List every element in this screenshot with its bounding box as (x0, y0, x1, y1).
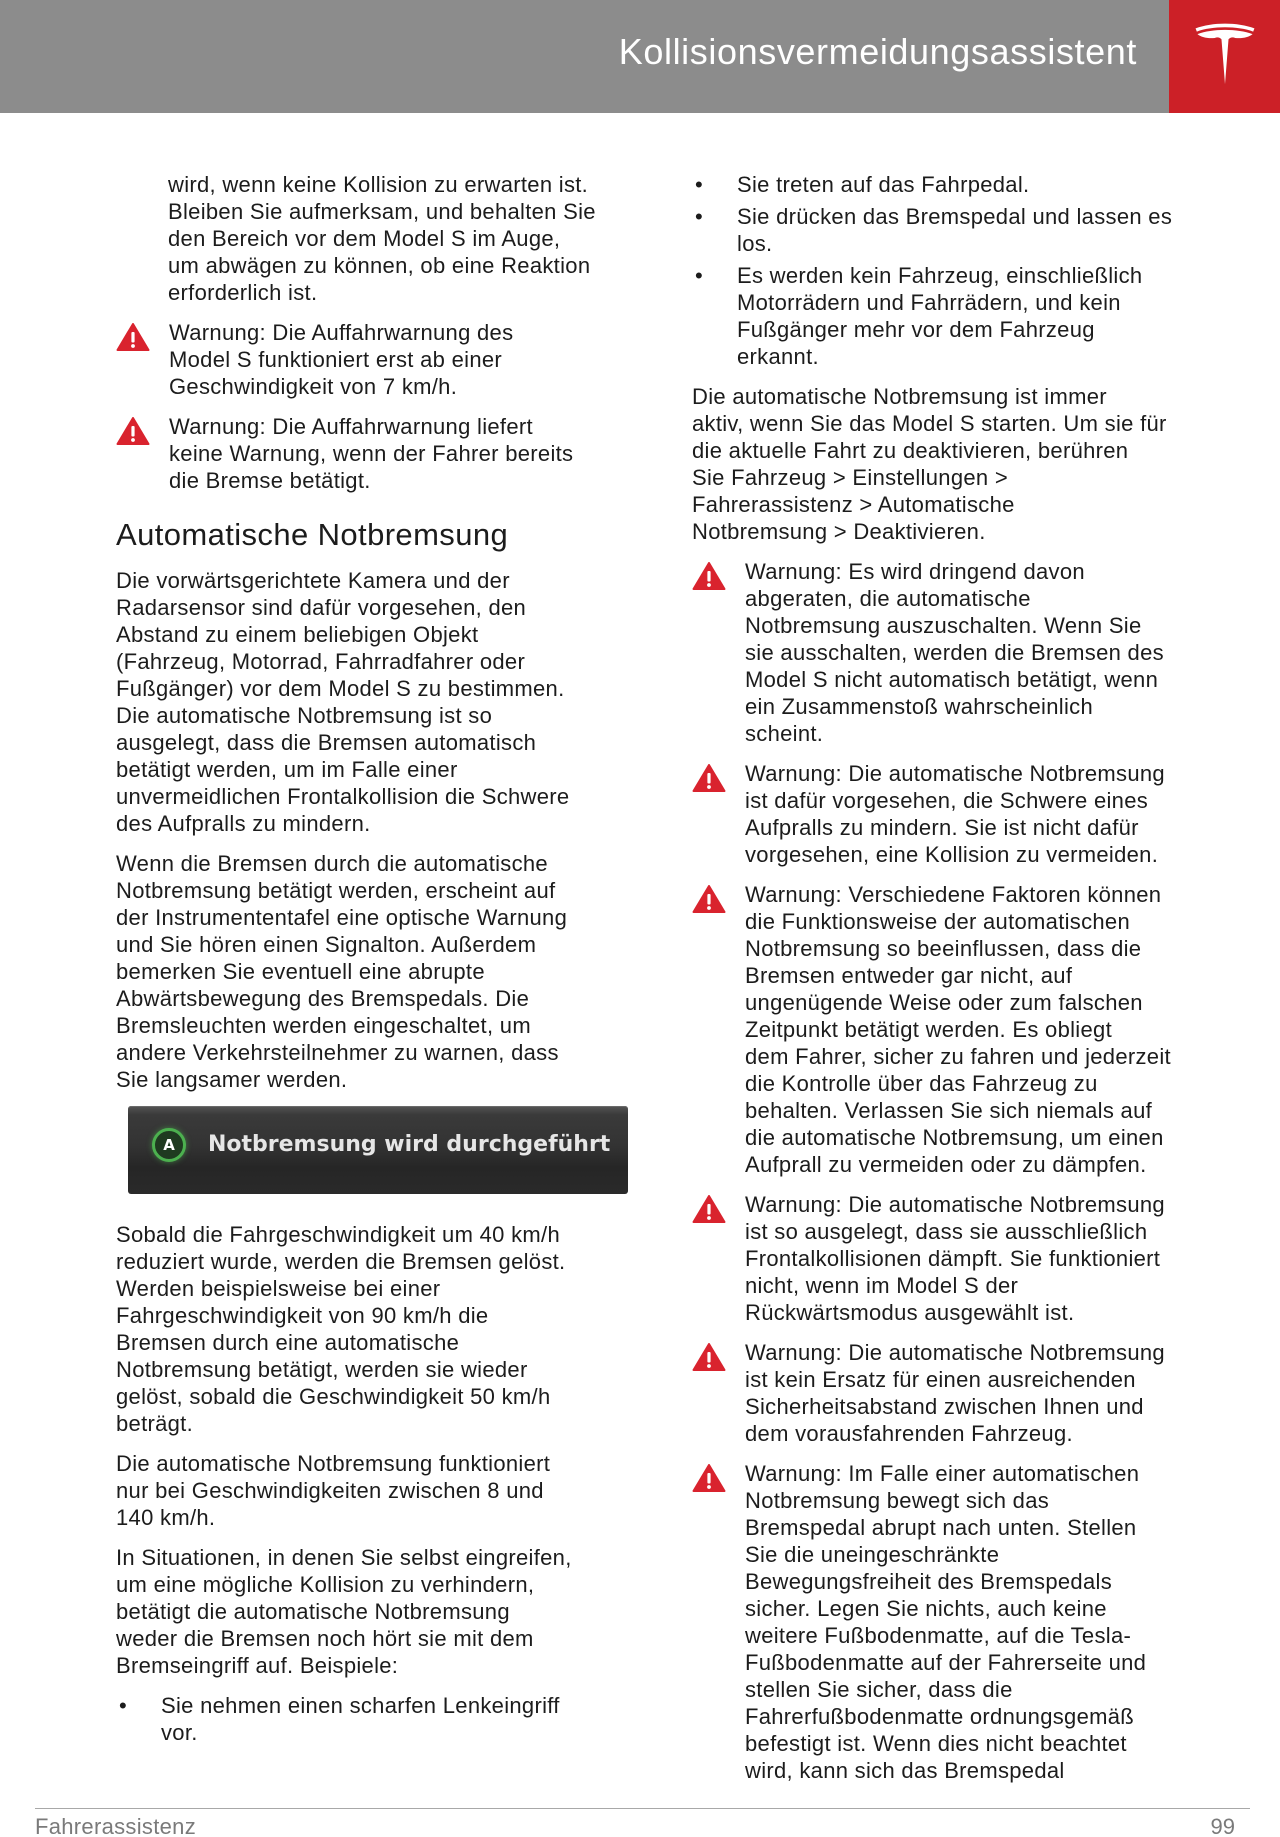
emergency-braking-alert-image (128, 1106, 628, 1194)
header-bar (0, 0, 1169, 113)
warning-note (692, 1191, 1252, 1326)
warning-icon (116, 416, 150, 446)
warning-icon (692, 884, 726, 914)
bullet-text: Sie treten auf das Fahrpedal. (737, 172, 1030, 197)
bullet-item (692, 262, 1252, 370)
bullet-marker: • (695, 204, 703, 229)
warning-text: Warnung: Im Falle einer automatischen Notbremsung bewegt sich das Bremspedal abrupt nach unten. Stellen Sie die uneingeschränkte Bewegungsfreiheit des Bremspedals sicher. Legen Sie nichts, auch keine weitere Fußbodenmatte, auf die Tesla- Fußbodenmatte auf der Fahrerseite und stellen Sie sicher, dass die Fahrerfußbodenmatte ordnungsgemäß befestigt ist. Wenn dies nicht beachtet wird, kann sich das Bremspedal (745, 1461, 1147, 1783)
body-paragraph: Sobald die Fahrgeschwindigkeit um 40 km/h reduziert wurde, werden die Bremsen gelöst. Werden beispielsweise bei einer Fahrgeschwindigkeit von 90 km/h die Bremsen durch eine automatische Notbremsung betätigt, werden sie wieder gelöst, sobald die Geschwindigkeit 50 km/h beträgt. (116, 1222, 566, 1436)
warning-note (692, 1339, 1252, 1447)
warning-note (116, 413, 676, 494)
warning-text: Warnung: Die automatische Notbremsung ist dafür vorgesehen, die Schwere eines Aufpralls zu mindern. Sie ist nicht dafür vorgesehen, eine Kollision zu vermeiden. (745, 761, 1165, 867)
body-paragraph: Wenn die Bremsen durch die automatische Notbremsung betätigt werden, erscheint auf der Instrumententafel eine optische Warnung und Sie hören einen Signalton. Außerdem bemerken Sie eventuell eine abrupte Abwärtsbewegung des Bremspedals. Die Bremsleuchten werden eingeschaltet, um andere Verkehrsteilnehmer zu warnen, dass Sie langsamer werden. (116, 851, 568, 1092)
warning-note (692, 1460, 1252, 1784)
bullet-item (116, 1692, 676, 1746)
bullet-item (692, 203, 1252, 257)
warning-text: Warnung: Verschiedene Faktoren können die Funktionsweise der automatischen Notbremsung so beeinflussen, dass die Bremsen entweder gar nicht, auf ungenügende Weise oder zum falschen Zeitpunkt betätigt werden. Es obliegt dem Fahrer, sicher zu fahren und jederzeit die Kontrolle über das Fahrzeug zu behalten. Verlassen Sie sich niemals auf die automatische Notbremsung, um einen Aufprall zu vermeiden oder zu dämpfen. (745, 882, 1171, 1177)
warning-icon (692, 1463, 726, 1493)
warning-text: Warnung: Die Auffahrwarnung des Model S funktioniert erst ab einer Geschwindigkeit von 7 km/h. (169, 320, 514, 399)
page-header (0, 0, 1280, 113)
warning-note (116, 319, 676, 400)
warning-icon (116, 322, 150, 352)
bullet-text: Sie drücken das Bremspedal und lassen es los. (737, 204, 1173, 256)
chapter-title: Kollisionsvermeidungsassistent (618, 31, 1137, 72)
bullet-item (692, 171, 1252, 198)
tesla-logo-icon (1193, 22, 1257, 86)
footer-divider (35, 1808, 1250, 1809)
warning-icon (692, 1194, 726, 1224)
body-paragraph: Die automatische Notbremsung ist immer aktiv, wenn Sie das Model S starten. Um sie für die aktuelle Fahrt zu deaktivieren, berühren Sie Fahrzeug > Einstellungen > Fahrerassistenz > Automatische Notbremsung > Deaktivieren. (692, 384, 1167, 544)
warning-note (692, 558, 1252, 747)
page-footer (35, 1814, 1235, 1837)
section-heading: Automatische Notbremsung (116, 517, 509, 552)
body-paragraph: Die automatische Notbremsung funktioniert nur bei Geschwindigkeiten zwischen 8 und 140 km/h. (116, 1451, 551, 1530)
warning-text: Warnung: Die automatische Notbremsung ist kein Ersatz für einen ausreichenden Sicherheitsabstand zwischen Ihnen und dem vorausfahrenden Fahrzeug. (745, 1340, 1165, 1446)
brand-logo-box (1169, 0, 1280, 113)
warning-text: Warnung: Es wird dringend davon abgeraten, die automatische Notbremsung auszuschalten. Wenn Sie sie ausschalten, werden die Bremsen des Model S nicht automatisch betätigt, wenn ein Zusammenstoß wahrscheinlich scheint. (745, 559, 1164, 746)
bullet-marker: • (695, 172, 703, 197)
body-paragraph: In Situationen, in denen Sie selbst eingreifen, um eine mögliche Kollision zu verhindern, betätigt die automatische Notbremsung weder die Bremsen noch hört sie mit dem Bremseingriff auf. Beispiele: (116, 1545, 572, 1678)
left-column (116, 171, 676, 1759)
bullet-text: Es werden kein Fahrzeug, einschließlich Motorrädern und Fahrrädern, und kein Fußgänger mehr vor dem Fahrzeug erkannt. (737, 263, 1143, 369)
bullet-marker: • (119, 1693, 127, 1718)
body-paragraph: Die vorwärtsgerichtete Kamera und der Radarsensor sind dafür vorgesehen, den Abstand zu einem beliebigen Objekt (Fahrzeug, Motorrad, Fahrradfahrer oder Fußgänger) vor dem Model S zu bestimmen. Die automatische Notbremsung ist so ausgelegt, dass die Bremsen automatisch betätigt werden, um im Falle einer unvermeidlichen Frontalkollision die Schwere des Aufpralls zu mindern. (116, 568, 570, 836)
warning-text: Warnung: Die automatische Notbremsung ist so ausgelegt, dass sie ausschließlich Frontalkollisionen dämpft. Sie funktioniert nicht, wenn im Model S der Rückwärtsmodus ausgewählt ist. (745, 1192, 1165, 1325)
bullet-text: Sie nehmen einen scharfen Lenkeingriff vor. (161, 1693, 560, 1745)
warning-continuation-text: wird, wenn keine Kollision zu erwarten ist. Bleiben Sie aufmerksam, und behalten Sie den Bereich vor dem Model S im Auge, um abwägen zu können, ob eine Reaktion erforderlich ist. (168, 172, 596, 305)
right-column (692, 171, 1252, 1797)
warning-note (692, 881, 1252, 1178)
warning-icon (692, 561, 726, 591)
alert-banner-text: Notbremsung wird durchgeführt (208, 1132, 611, 1157)
warning-note (692, 760, 1252, 868)
page-number: 99 (1210, 1814, 1235, 1837)
footer-section-title: Fahrerassistenz (35, 1814, 197, 1837)
bullet-marker: • (695, 263, 703, 288)
warning-text: Warnung: Die Auffahrwarnung liefert keine Warnung, wenn der Fahrer bereits die Bremse betätigt. (169, 414, 574, 493)
warning-icon (692, 1342, 726, 1372)
driver-assist-a-icon: A (152, 1128, 186, 1162)
warning-icon (692, 763, 726, 793)
